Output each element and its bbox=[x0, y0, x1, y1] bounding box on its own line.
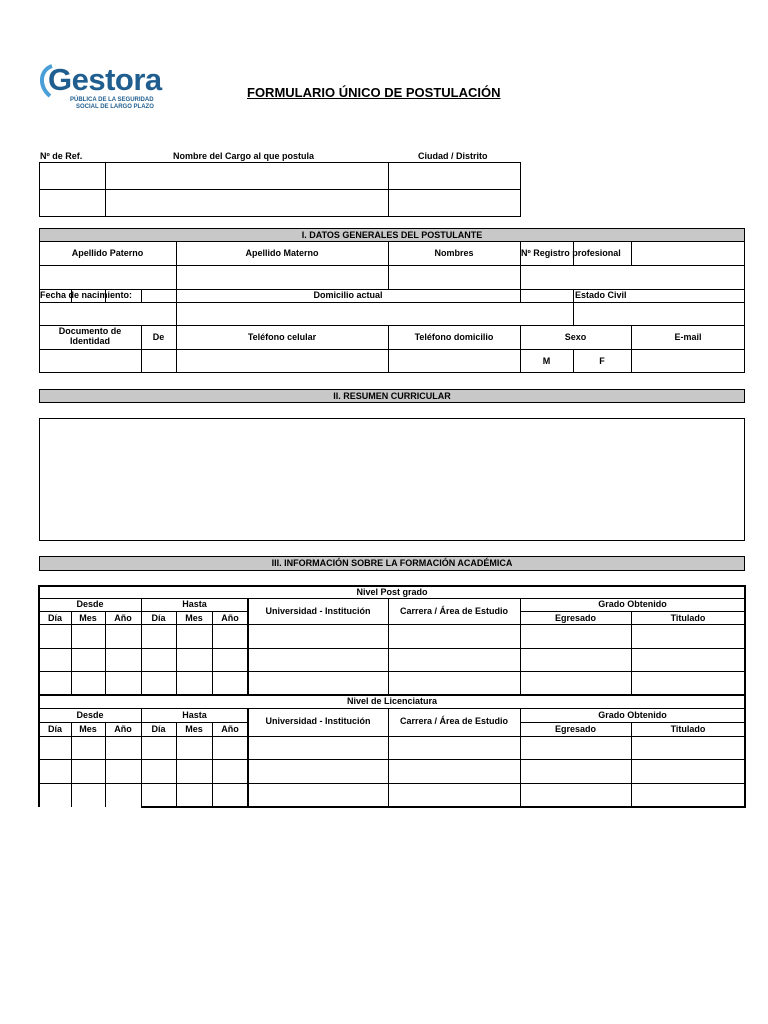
licenciatura-hasta-year: Año bbox=[221, 724, 239, 734]
postgrado-hasta-year: Año bbox=[221, 613, 239, 623]
current-address-label: Domicilio actual bbox=[313, 290, 383, 300]
section-2-header: II. RESUMEN CURRICULAR bbox=[39, 389, 745, 403]
marital-status-input[interactable] bbox=[574, 303, 744, 324]
sex-option-f[interactable]: F bbox=[599, 356, 605, 366]
home-phone-label: Teléfono domicilio bbox=[414, 332, 494, 342]
postgrado-hasta-day: Día bbox=[151, 613, 166, 623]
sex-option-m[interactable]: M bbox=[542, 356, 551, 366]
licenciatura-title: Nivel de Licenciatura bbox=[346, 696, 438, 706]
email-input[interactable] bbox=[632, 350, 744, 372]
licenciatura-hasta-label: Hasta bbox=[182, 710, 207, 720]
position-name-input-1[interactable] bbox=[106, 163, 387, 188]
mobile-phone-label: Teléfono celular bbox=[247, 332, 317, 342]
licenciatura-hasta-month: Mes bbox=[185, 724, 203, 734]
postgrado-desde-day: Día bbox=[47, 613, 62, 623]
current-address-input[interactable] bbox=[177, 303, 572, 324]
birth-date-input[interactable] bbox=[40, 303, 175, 324]
city-district-input-1[interactable] bbox=[389, 163, 520, 188]
postgrado-egresado-label: Egresado bbox=[554, 613, 596, 623]
ref-number-label: Nº de Ref. bbox=[40, 151, 83, 161]
mobile-phone-input[interactable] bbox=[177, 350, 387, 372]
names-label: Nombres bbox=[434, 248, 474, 258]
position-name-label: Nombre del Cargo al que postula bbox=[173, 151, 315, 161]
postgrado-titulado-label: Titulado bbox=[670, 613, 706, 623]
postgrado-career-label: Carrera / Área de Estudio bbox=[399, 606, 509, 616]
logo-subtitle-1: PÚBLICA DE LA SEGURIDAD bbox=[70, 97, 154, 103]
licenciatura-desde-label: Desde bbox=[76, 710, 104, 720]
postgrado-desde-label: Desde bbox=[76, 599, 104, 609]
professional-registry-label: Nº Registro profesional bbox=[521, 248, 621, 258]
email-label: E-mail bbox=[674, 332, 702, 342]
licenciatura-hasta-day: Día bbox=[151, 724, 166, 734]
postgrado-row-3[interactable] bbox=[40, 672, 744, 693]
section-1-header: I. DATOS GENERALES DEL POSTULANTE bbox=[39, 228, 745, 242]
licenciatura-university-label: Universidad - Institución bbox=[265, 716, 371, 726]
licenciatura-titulado-label: Titulado bbox=[670, 724, 706, 734]
licenciatura-desde-day: Día bbox=[47, 724, 62, 734]
issued-in-label: De bbox=[152, 332, 165, 342]
city-district-input-2[interactable] bbox=[389, 190, 520, 216]
postgrado-hasta-month: Mes bbox=[185, 613, 203, 623]
ref-number-input-2[interactable] bbox=[40, 190, 104, 216]
licenciatura-row-3[interactable] bbox=[40, 784, 744, 805]
paternal-surname-label: Apellido Paterno bbox=[71, 248, 144, 258]
maternal-surname-input[interactable] bbox=[177, 266, 387, 288]
licenciatura-egresado-label: Egresado bbox=[554, 724, 596, 734]
paternal-surname-input[interactable] bbox=[40, 266, 175, 288]
licenciatura-degree-label: Grado Obtenido bbox=[598, 710, 667, 720]
curriculum-summary-textarea[interactable] bbox=[39, 418, 745, 541]
postgrado-desde-year: Año bbox=[114, 613, 132, 623]
logo-subtitle-2: SOCIAL DE LARGO PLAZO bbox=[76, 104, 154, 110]
licenciatura-row-1[interactable] bbox=[40, 737, 744, 758]
maternal-surname-label: Apellido Materno bbox=[245, 248, 319, 258]
licenciatura-row-2[interactable] bbox=[40, 760, 744, 782]
form-title: FORMULARIO ÚNICO DE POSTULACIÓN bbox=[247, 85, 501, 100]
postgrado-row-2[interactable] bbox=[40, 649, 744, 670]
sex-label: Sexo bbox=[564, 332, 587, 342]
position-name-input-2[interactable] bbox=[106, 190, 387, 216]
licenciatura-career-label: Carrera / Área de Estudio bbox=[399, 716, 509, 726]
id-document-label: Documento de Identidad bbox=[58, 326, 122, 346]
birth-date-label: Fecha de nacimiento: bbox=[40, 290, 133, 300]
licenciatura-desde-month: Mes bbox=[79, 724, 97, 734]
postgrado-degree-label: Grado Obtenido bbox=[598, 599, 667, 609]
postgrado-title: Nivel Post grado bbox=[356, 587, 428, 597]
logo-wordmark: Gestora bbox=[48, 62, 162, 97]
home-phone-input[interactable] bbox=[389, 350, 519, 372]
marital-status-label: Estado Civil bbox=[575, 290, 627, 300]
names-input[interactable] bbox=[389, 266, 519, 288]
postgrado-hasta-label: Hasta bbox=[182, 599, 207, 609]
postgrado-row-1[interactable] bbox=[40, 625, 744, 647]
postgrado-university-label: Universidad - Institución bbox=[265, 606, 371, 616]
postgrado-desde-month: Mes bbox=[79, 613, 97, 623]
ref-number-input-1[interactable] bbox=[40, 163, 104, 188]
section-3-header: III. INFORMACIÓN SOBRE LA FORMACIÓN ACADÉMICA bbox=[39, 556, 745, 571]
professional-registry-input[interactable] bbox=[521, 243, 745, 288]
id-document-input[interactable] bbox=[40, 350, 140, 372]
issued-in-input[interactable] bbox=[142, 350, 175, 372]
licenciatura-desde-year: Año bbox=[114, 724, 132, 734]
city-district-label: Ciudad / Distrito bbox=[418, 151, 488, 161]
